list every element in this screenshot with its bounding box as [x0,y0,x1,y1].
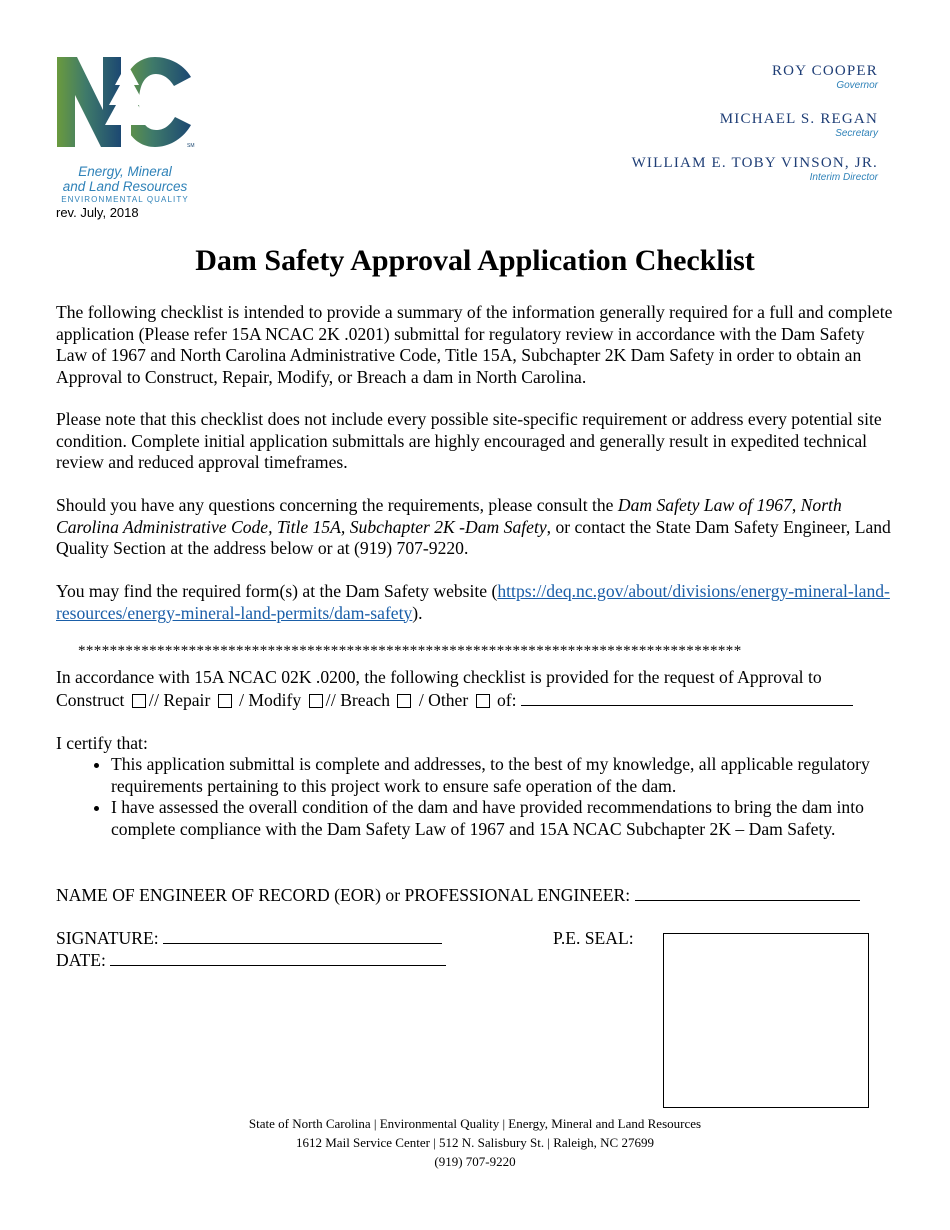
project-name-field[interactable] [521,691,853,706]
official-secretary [720,110,878,140]
official-director [632,154,878,184]
intro-paragraph: The following checklist is intended to provide a summary of the information generally required for a full and complete application (Please refer 15A NCAC 2K .0201) submittal for regulatory review in accordance with the Dam Safety Law of 1967 and North Carolina Administrative Code, Title 15A, Subchapter 2K Dam Safety in order to obtain an Approval to Construct, Repair, Modify, or Breach a dam in North Carolina. [56,302,893,387]
slash: / [148,690,154,710]
separator-text: , [791,495,801,515]
star-separator: ************************************************************************************ [78,643,742,659]
questions-paragraph [56,495,896,560]
dept-name-line3: ENVIRONMENTAL QUALITY [61,195,189,204]
certify-item: • This application submittal is complete and addresses, to the best of my knowledge, all applicable regulatory requirements pertaining to this project work to ensure safe operation of the dam. [111,754,886,797]
nc-logo [55,55,195,150]
signature-row [56,927,442,949]
footer-phone: (919) 707-9220 [434,1154,516,1169]
signature-field[interactable] [163,929,442,944]
website-close: ). [412,602,423,623]
dept-name-line1: Energy, Mineral [78,164,172,179]
dept-name-line2: and Land Resources [62,179,188,194]
official-name: ROY COOPER [771,63,878,79]
law-reference: Dam Safety Law of 1967 [617,495,792,515]
construct-checkbox[interactable] [132,694,146,708]
other-label: / Other [418,690,469,710]
engineer-name-field[interactable] [635,886,860,901]
official-title: Interim Director [809,172,878,183]
slash: / [325,690,331,710]
seal-label: P.E. SEAL: [553,928,634,948]
pe-seal-box [663,933,869,1108]
code-reference: North Carolina Administrative Code, Title 15A, Subchapter 2K -Dam Safety [56,495,842,537]
contact-text: , or contact the State Dam Safety Engineer, Land Quality Section at the address below or at (919) 707-9220. [56,516,891,559]
svg-text:SM: SM [187,143,195,149]
certify-list [56,754,886,840]
footer-agency: State of North Carolina | Environmental Quality | Energy, Mineral and Land Resources [248,1116,702,1131]
construct-label: Construct [56,690,125,710]
website-text: You may find the required form(s) at the Dam Safety website ( [56,581,498,601]
accordance-text: In accordance with 15A NCAC 02K .0200, the following checklist is provided for the request of Approval to [56,667,822,687]
modify-checkbox[interactable] [309,694,323,708]
footer-address: 1612 Mail Service Center | 512 N. Salisbury St. | Raleigh, NC 27699 [296,1135,654,1150]
official-title: Governor [836,80,878,91]
date-row [56,949,446,971]
questions-text: Should you have any questions concerning the requirements, please consult the [56,495,618,515]
repair-checkbox[interactable] [218,694,232,708]
dam-safety-link[interactable]: https://deq.nc.gov/about/divisions/energy-mineral-land-resources/energy-mineral-land-permits/dam-safety [56,581,890,623]
date-field[interactable] [110,951,446,966]
note-paragraph: Please note that this checklist does not include every possible site-specific requirement or address every potential site condition. Complete initial application submittals are highly encouraged and generally result in expedited technical review and reduced approval timeframes. [56,409,882,473]
page-title: Dam Safety Approval Application Checklist [195,244,755,277]
of-label: of: [497,690,517,710]
request-type-row [56,689,853,711]
breach-label: / Breach [330,690,391,710]
engineer-label: NAME OF ENGINEER OF RECORD (EOR) or PROFESSIONAL ENGINEER: [56,885,631,905]
repair-label: / Repair [154,690,211,710]
revision-date: rev. July, 2018 [56,205,139,220]
official-name: WILLIAM E. TOBY VINSON, JR. [631,155,878,171]
certify-item: • I have assessed the overall condition of the dam and have provided recommendations to bring the dam into complete compliance with the Dam Safety Law of 1967 and 15A NCAC Subchapter 2K – Dam Safety. [111,797,886,840]
official-governor [772,62,878,92]
engineer-row [56,884,860,906]
official-name: MICHAEL S. REGAN [719,111,878,127]
certify-intro: I certify that: [56,733,148,753]
modify-label: / Modify [239,690,302,710]
other-checkbox[interactable] [476,694,490,708]
signature-label: SIGNATURE: [56,928,159,948]
official-title: Secretary [835,128,878,139]
date-label: DATE: [56,950,106,970]
website-paragraph [56,581,896,624]
breach-checkbox[interactable] [397,694,411,708]
